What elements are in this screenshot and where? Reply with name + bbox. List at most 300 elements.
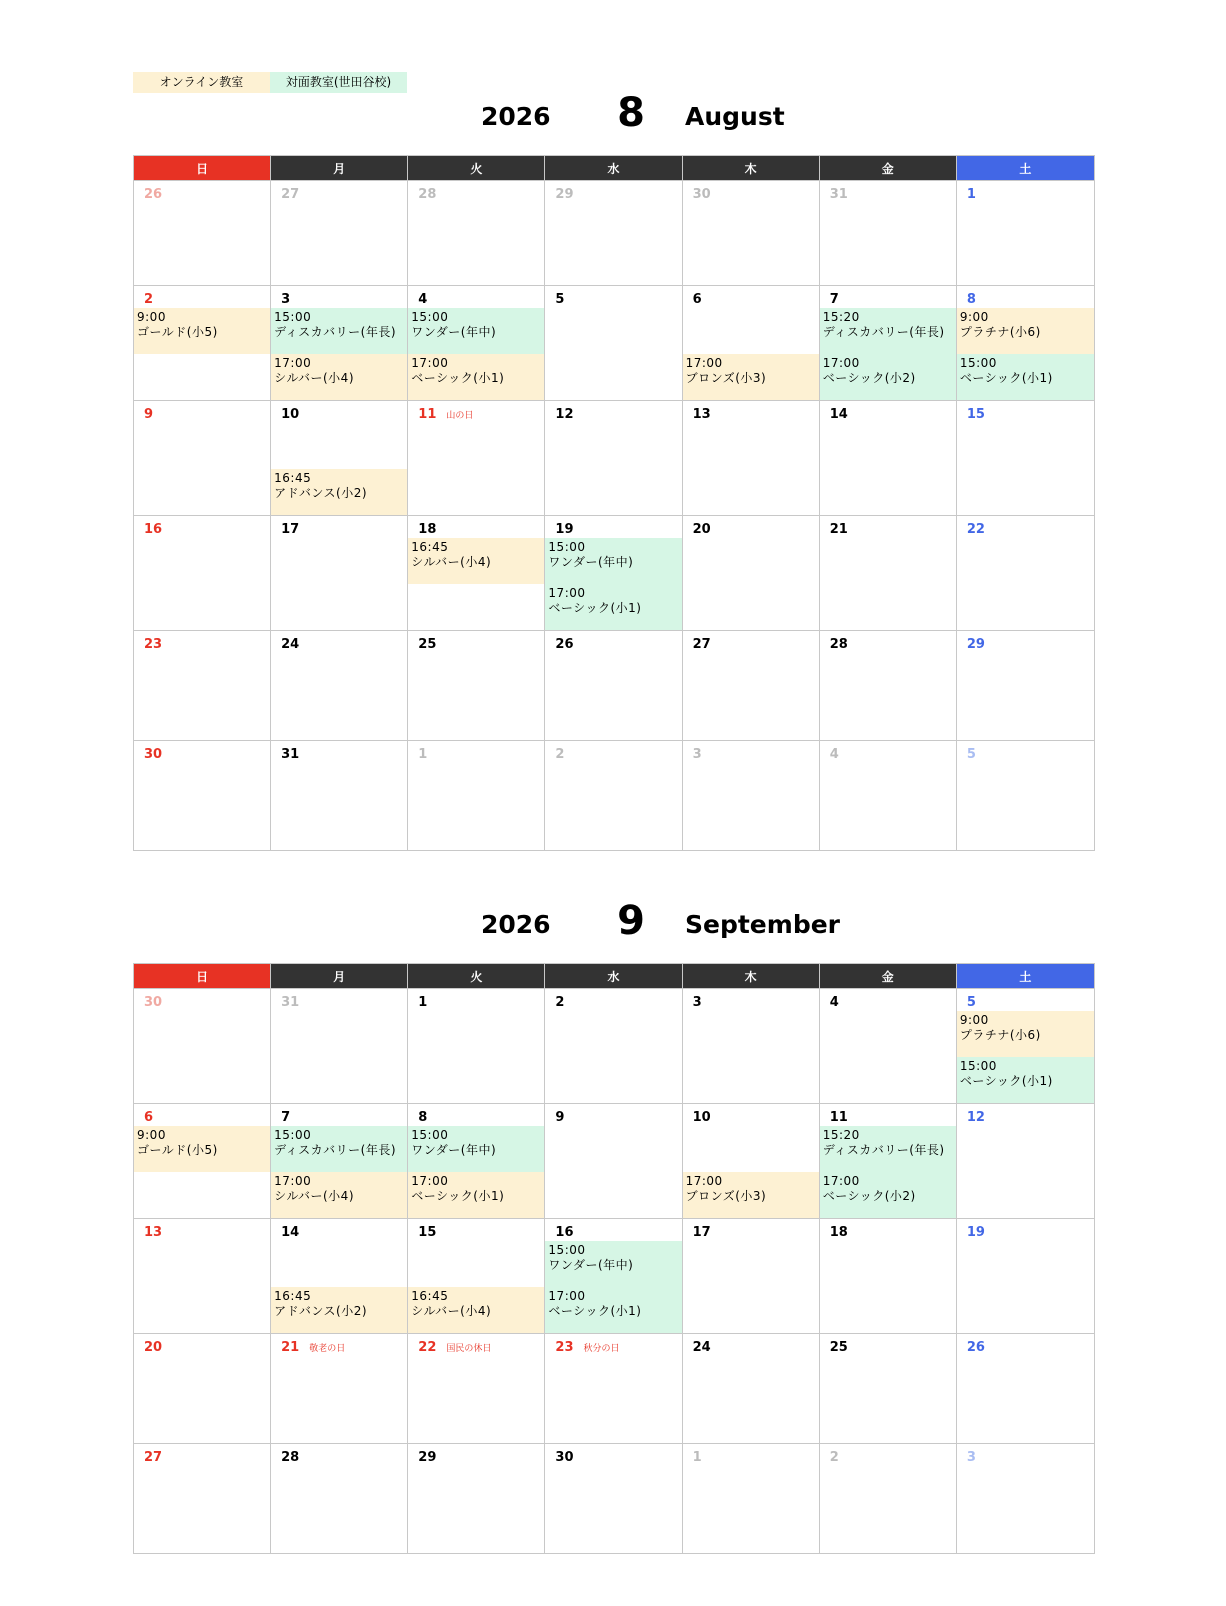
weekday-header: 木 — [682, 964, 819, 989]
day-number-text: 17 — [281, 522, 300, 537]
day-number-text: 28 — [418, 187, 437, 202]
day-number-text: 23 — [144, 637, 163, 652]
lesson-online[interactable] — [683, 354, 819, 400]
day-number — [683, 1219, 819, 1241]
legend-facing: 対面教室(世田谷校) — [270, 72, 407, 93]
holiday-name: 山の日 — [446, 411, 474, 421]
lesson-facing[interactable] — [820, 354, 956, 400]
day-number-text: 2 — [829, 1450, 839, 1465]
calendar-day-cell[interactable] — [956, 1444, 1094, 1554]
day-number-text: 5 — [966, 995, 976, 1010]
calendar-day-cell[interactable] — [408, 1104, 545, 1219]
day-number-text: 21 — [829, 522, 848, 537]
day-number-text: 22 — [966, 522, 985, 537]
calendar-month: 9 — [617, 898, 645, 944]
calendar-day-cell[interactable] — [134, 1219, 271, 1334]
day-number — [820, 516, 956, 538]
calendar-day-cell[interactable] — [271, 1219, 408, 1334]
day-number — [408, 181, 544, 203]
day-number — [134, 1104, 270, 1126]
calendar-week-row — [134, 631, 1095, 741]
calendar-day-cell[interactable] — [408, 1334, 545, 1444]
day-number-text: 1 — [418, 747, 428, 762]
day-number — [545, 286, 681, 308]
calendar-month-name: September — [685, 910, 840, 939]
calendar-day-cell[interactable] — [134, 1334, 271, 1444]
day-number — [271, 401, 407, 423]
day-number — [683, 989, 819, 1011]
calendar-day-cell[interactable] — [545, 1219, 682, 1334]
day-number — [683, 631, 819, 653]
day-number — [271, 989, 407, 1011]
day-number-text: 15 — [966, 407, 985, 422]
calendar-day-cell[interactable] — [819, 1104, 956, 1219]
calendar-day-cell[interactable] — [408, 516, 545, 631]
calendar-day-cell[interactable] — [956, 181, 1094, 286]
calendar-year: 2026 — [481, 910, 551, 939]
lesson-time: 9:00 — [959, 310, 989, 324]
day-number — [820, 631, 956, 653]
day-number — [957, 286, 1094, 308]
lesson-online[interactable] — [683, 1172, 819, 1218]
lesson-online[interactable] — [408, 1172, 544, 1218]
lesson-facing[interactable] — [820, 1126, 956, 1172]
day-number — [134, 989, 270, 1011]
calendar-day-cell[interactable] — [956, 1219, 1094, 1334]
lesson-time: 17:00 — [274, 1174, 312, 1188]
calendar-day-cell[interactable] — [682, 1444, 819, 1554]
day-number — [820, 181, 956, 203]
day-number-text: 31 — [281, 747, 300, 762]
calendar-day-cell[interactable] — [408, 1444, 545, 1554]
lesson-time: 9:00 — [137, 1128, 166, 1142]
calendar-day-cell[interactable] — [545, 516, 682, 631]
holiday-name: 国民の休日 — [446, 1344, 492, 1354]
lesson-name: ゴールド(小5) — [137, 325, 218, 339]
weekday-header: 火 — [408, 964, 545, 989]
day-number-text: 30 — [555, 1450, 574, 1465]
calendar-week-row — [134, 181, 1095, 286]
day-number — [683, 181, 819, 203]
day-number — [957, 989, 1094, 1011]
day-number — [271, 1334, 407, 1356]
calendar-day-cell[interactable] — [682, 1104, 819, 1219]
day-number — [408, 1444, 544, 1466]
lesson-name: ワンダー(年中) — [411, 325, 497, 339]
calendar-day-cell[interactable] — [819, 516, 956, 631]
calendar-day-cell[interactable] — [271, 741, 408, 851]
calendar-day-cell[interactable] — [545, 741, 682, 851]
day-number — [545, 741, 681, 763]
lesson-facing[interactable] — [820, 1172, 956, 1218]
calendar-day-cell[interactable] — [408, 181, 545, 286]
lesson-time: 16:45 — [411, 1289, 449, 1303]
day-number-text: 24 — [692, 1340, 711, 1355]
calendar-day-cell[interactable] — [134, 1444, 271, 1554]
day-number-text: 10 — [281, 407, 300, 422]
day-number — [134, 1334, 270, 1356]
day-number — [683, 286, 819, 308]
lesson-time: 15:00 — [411, 1128, 449, 1142]
day-number-text: 21 — [281, 1340, 300, 1355]
day-number-text: 7 — [281, 1110, 291, 1125]
calendar-day-cell[interactable] — [956, 741, 1094, 851]
calendar-day-cell[interactable] — [134, 1104, 271, 1219]
lesson-name: ディスカバリー(年長) — [274, 1143, 397, 1157]
lesson-name: アドバンス(小2) — [274, 1304, 368, 1318]
day-number-text: 1 — [418, 995, 428, 1010]
day-number — [957, 1219, 1094, 1241]
calendar-day-cell[interactable] — [271, 631, 408, 741]
lesson-name: シルバー(小4) — [411, 555, 492, 569]
day-number — [683, 741, 819, 763]
lesson-online[interactable] — [271, 1287, 407, 1333]
day-number — [545, 401, 681, 423]
calendar-day-cell[interactable] — [271, 401, 408, 516]
lesson-name: ベーシック(小2) — [822, 371, 916, 385]
lesson-name: ベーシック(小1) — [959, 371, 1053, 385]
day-number-text: 10 — [692, 1110, 711, 1125]
calendar-day-cell[interactable] — [408, 286, 545, 401]
day-number — [545, 989, 681, 1011]
day-number-text: 13 — [692, 407, 711, 422]
calendar-day-cell[interactable] — [819, 1444, 956, 1554]
day-number-text: 19 — [966, 1225, 985, 1240]
day-number-text: 1 — [966, 187, 976, 202]
day-number — [271, 741, 407, 763]
lesson-name: ベーシック(小1) — [959, 1074, 1053, 1088]
lesson-facing[interactable] — [820, 308, 956, 354]
day-number-text: 9 — [555, 1110, 565, 1125]
calendar-week-row — [134, 516, 1095, 631]
calendar-day-cell[interactable] — [682, 286, 819, 401]
calendar-day-cell[interactable] — [956, 1334, 1094, 1444]
lesson-online[interactable] — [408, 538, 544, 584]
calendar-week-row — [134, 1219, 1095, 1334]
calendar-day-cell[interactable] — [271, 1334, 408, 1444]
day-number-text: 30 — [692, 187, 711, 202]
day-number — [820, 741, 956, 763]
calendar-day-cell[interactable] — [408, 741, 545, 851]
lesson-online[interactable] — [957, 308, 1094, 354]
calendar-day-cell[interactable] — [545, 1444, 682, 1554]
calendar-week-row — [134, 1104, 1095, 1219]
calendar-day-cell[interactable] — [682, 181, 819, 286]
day-number-text: 28 — [281, 1450, 300, 1465]
calendar-day-cell[interactable] — [545, 1334, 682, 1444]
day-number — [545, 516, 681, 538]
lesson-online[interactable] — [134, 1126, 270, 1172]
calendar-day-cell[interactable] — [134, 401, 271, 516]
calendar-grid — [133, 155, 1095, 851]
lesson-facing[interactable] — [545, 1241, 681, 1287]
day-number-text: 29 — [966, 637, 985, 652]
day-number — [545, 1219, 681, 1241]
day-number — [683, 1334, 819, 1356]
day-number-text: 6 — [692, 292, 702, 307]
calendar-day-cell[interactable] — [271, 516, 408, 631]
calendar-day-cell[interactable] — [819, 181, 956, 286]
day-number-text: 3 — [692, 747, 702, 762]
calendar-day-cell[interactable] — [134, 741, 271, 851]
lesson-online[interactable] — [134, 308, 270, 354]
calendar-day-cell[interactable] — [545, 286, 682, 401]
day-number-text: 17 — [692, 1225, 711, 1240]
lesson-facing[interactable] — [545, 584, 681, 630]
lesson-name: ワンダー(年中) — [548, 1258, 634, 1272]
lesson-name: ベーシック(小2) — [822, 1189, 916, 1203]
calendar-week-row — [134, 1444, 1095, 1554]
calendar-week-row — [134, 741, 1095, 851]
calendar-day-cell[interactable] — [271, 1104, 408, 1219]
day-number-text: 16 — [144, 522, 163, 537]
day-number — [271, 181, 407, 203]
calendar-day-cell[interactable] — [408, 1219, 545, 1334]
day-number-text: 23 — [555, 1340, 574, 1355]
lesson-time: 15:20 — [822, 310, 860, 324]
weekday-header: 金 — [819, 156, 956, 181]
day-number-text: 20 — [144, 1340, 163, 1355]
lesson-online[interactable] — [271, 1172, 407, 1218]
day-number — [545, 181, 681, 203]
calendar-day-cell[interactable] — [682, 516, 819, 631]
calendar-day-cell[interactable] — [408, 401, 545, 516]
day-number-text: 2 — [144, 292, 154, 307]
lesson-time: 17:00 — [685, 356, 723, 370]
day-number — [134, 631, 270, 653]
lesson-facing[interactable] — [271, 308, 407, 354]
calendar-header — [133, 898, 1095, 948]
day-number-text: 3 — [281, 292, 291, 307]
legend-online: オンライン教室 — [133, 72, 270, 93]
calendar-day-cell[interactable] — [271, 181, 408, 286]
calendar-day-cell[interactable] — [956, 1104, 1094, 1219]
calendar-day-cell[interactable] — [134, 631, 271, 741]
day-number-text: 25 — [418, 637, 437, 652]
lesson-online[interactable] — [271, 469, 407, 515]
day-number-text: 7 — [829, 292, 839, 307]
day-number — [683, 1444, 819, 1466]
day-number — [957, 1104, 1094, 1126]
calendar-day-cell[interactable] — [545, 631, 682, 741]
day-number — [408, 631, 544, 653]
empty-slot — [683, 1126, 819, 1172]
lesson-facing[interactable] — [957, 1057, 1094, 1103]
lesson-time: 15:00 — [411, 310, 449, 324]
lesson-online[interactable] — [408, 354, 544, 400]
day-number-text: 27 — [281, 187, 300, 202]
calendar-year: 2026 — [481, 102, 551, 131]
weekday-header: 木 — [682, 156, 819, 181]
lesson-time: 17:00 — [822, 1174, 860, 1188]
lesson-time: 16:45 — [274, 471, 312, 485]
weekday-header: 火 — [408, 156, 545, 181]
empty-slot — [271, 423, 407, 469]
lesson-name: ワンダー(年中) — [411, 1143, 497, 1157]
empty-slot — [271, 1241, 407, 1287]
day-number — [271, 516, 407, 538]
weekday-header: 月 — [271, 156, 408, 181]
day-number — [957, 741, 1094, 763]
calendar-day-cell[interactable] — [682, 1334, 819, 1444]
day-number — [683, 1104, 819, 1126]
lesson-name: シルバー(小4) — [274, 1189, 354, 1203]
lesson-time: 16:45 — [274, 1289, 312, 1303]
day-number — [820, 1104, 956, 1126]
day-number — [683, 516, 819, 538]
lesson-facing[interactable] — [271, 1126, 407, 1172]
calendar-week-row — [134, 989, 1095, 1104]
day-number — [271, 286, 407, 308]
calendar-day-cell[interactable] — [545, 1104, 682, 1219]
lesson-online[interactable] — [271, 354, 407, 400]
calendar-day-cell[interactable] — [819, 401, 956, 516]
lesson-facing[interactable] — [545, 538, 681, 584]
day-number — [820, 989, 956, 1011]
day-number — [957, 516, 1094, 538]
lesson-time: 17:00 — [274, 356, 312, 370]
calendar-day-cell[interactable] — [134, 516, 271, 631]
calendar-day-cell[interactable] — [134, 989, 271, 1104]
lesson-facing[interactable] — [408, 308, 544, 354]
day-number — [408, 286, 544, 308]
day-number — [957, 181, 1094, 203]
weekday-header: 金 — [819, 964, 956, 989]
day-number — [545, 1104, 681, 1126]
holiday-name: 秋分の日 — [583, 1344, 620, 1354]
calendar-day-cell[interactable] — [408, 631, 545, 741]
calendar-day-cell[interactable] — [682, 1219, 819, 1334]
day-number-text: 4 — [829, 747, 839, 762]
lesson-name: ベーシック(小1) — [548, 601, 642, 615]
lesson-time: 17:00 — [548, 586, 586, 600]
lesson-name: ワンダー(年中) — [548, 555, 634, 569]
lesson-name: ブロンズ(小3) — [685, 371, 767, 385]
day-number — [408, 989, 544, 1011]
weekday-header: 日 — [134, 964, 271, 989]
calendar-day-cell[interactable] — [545, 401, 682, 516]
calendar-day-cell[interactable] — [819, 286, 956, 401]
calendar-week-row — [134, 401, 1095, 516]
day-number-text: 29 — [418, 1450, 437, 1465]
lesson-time: 17:00 — [548, 1289, 586, 1303]
calendar-header — [133, 90, 1095, 140]
calendar-day-cell[interactable] — [819, 741, 956, 851]
weekday-header: 月 — [271, 964, 408, 989]
day-number-text: 27 — [144, 1450, 163, 1465]
lesson-name: シルバー(小4) — [274, 371, 354, 385]
lesson-time: 17:00 — [822, 356, 860, 370]
lesson-name: シルバー(小4) — [411, 1304, 492, 1318]
day-number — [271, 1219, 407, 1241]
lesson-time: 9:00 — [137, 310, 166, 324]
empty-slot — [408, 1241, 544, 1287]
lesson-facing[interactable] — [408, 1126, 544, 1172]
day-number — [408, 1334, 544, 1356]
calendar-day-cell[interactable] — [956, 401, 1094, 516]
empty-slot — [683, 308, 819, 354]
weekday-header: 水 — [545, 964, 682, 989]
lesson-time: 15:00 — [959, 1059, 997, 1073]
lesson-online[interactable] — [408, 1287, 544, 1333]
day-number-text: 4 — [829, 995, 839, 1010]
calendar-day-cell[interactable] — [271, 286, 408, 401]
day-number-text: 3 — [692, 995, 702, 1010]
calendar-day-cell[interactable] — [956, 631, 1094, 741]
calendar-day-cell[interactable] — [682, 631, 819, 741]
lesson-time: 15:20 — [822, 1128, 860, 1142]
lesson-time: 17:00 — [411, 356, 449, 370]
calendar-day-cell[interactable] — [271, 989, 408, 1104]
lesson-name: ベーシック(小1) — [411, 1189, 505, 1203]
day-number — [957, 401, 1094, 423]
lesson-facing[interactable] — [957, 354, 1094, 400]
day-number — [134, 516, 270, 538]
calendar-day-cell[interactable] — [545, 989, 682, 1104]
lesson-time: 15:00 — [959, 356, 997, 370]
day-number — [957, 1334, 1094, 1356]
calendar-month: 8 — [617, 90, 645, 136]
day-number-text: 19 — [555, 522, 574, 537]
day-number-text: 26 — [555, 637, 574, 652]
calendar-day-cell[interactable] — [682, 401, 819, 516]
calendar-day-cell[interactable] — [271, 1444, 408, 1554]
lesson-facing[interactable] — [545, 1287, 681, 1333]
calendar-day-cell[interactable] — [956, 516, 1094, 631]
day-number — [134, 1444, 270, 1466]
day-number-text: 11 — [829, 1110, 848, 1125]
day-number-text: 31 — [829, 187, 848, 202]
day-number — [134, 401, 270, 423]
lesson-time: 15:00 — [548, 540, 586, 554]
weekday-header: 水 — [545, 156, 682, 181]
lesson-time: 16:45 — [411, 540, 449, 554]
lesson-name: プラチナ(小6) — [959, 1028, 1041, 1042]
calendar-day-cell[interactable] — [408, 989, 545, 1104]
calendar-day-cell[interactable] — [819, 631, 956, 741]
lesson-name: ディスカバリー(年長) — [274, 325, 397, 339]
lesson-time: 17:00 — [685, 1174, 723, 1188]
day-number — [545, 1444, 681, 1466]
calendar-day-cell[interactable] — [545, 181, 682, 286]
day-number — [271, 1444, 407, 1466]
calendar-day-cell[interactable] — [956, 286, 1094, 401]
day-number — [820, 1219, 956, 1241]
lesson-time: 15:00 — [274, 310, 312, 324]
lesson-online[interactable] — [957, 1011, 1094, 1057]
calendar-day-cell[interactable] — [682, 989, 819, 1104]
calendar-day-cell[interactable] — [956, 989, 1094, 1104]
calendar-day-cell[interactable] — [819, 1334, 956, 1444]
day-number-text: 18 — [829, 1225, 848, 1240]
lesson-name: ブロンズ(小3) — [685, 1189, 767, 1203]
calendar-day-cell[interactable] — [134, 286, 271, 401]
calendar-grid — [133, 963, 1095, 1554]
calendar-day-cell[interactable] — [819, 1219, 956, 1334]
day-number — [957, 631, 1094, 653]
calendar-day-cell[interactable] — [682, 741, 819, 851]
day-number-text: 14 — [281, 1225, 300, 1240]
day-number-text: 20 — [692, 522, 711, 537]
calendar-day-cell[interactable] — [819, 989, 956, 1104]
lesson-name: ベーシック(小1) — [548, 1304, 642, 1318]
calendar-day-cell[interactable] — [134, 181, 271, 286]
day-number-text: 6 — [144, 1110, 154, 1125]
calendar-month-name: August — [685, 102, 785, 131]
day-number — [271, 631, 407, 653]
day-number — [408, 1219, 544, 1241]
weekday-header: 土 — [956, 964, 1094, 989]
